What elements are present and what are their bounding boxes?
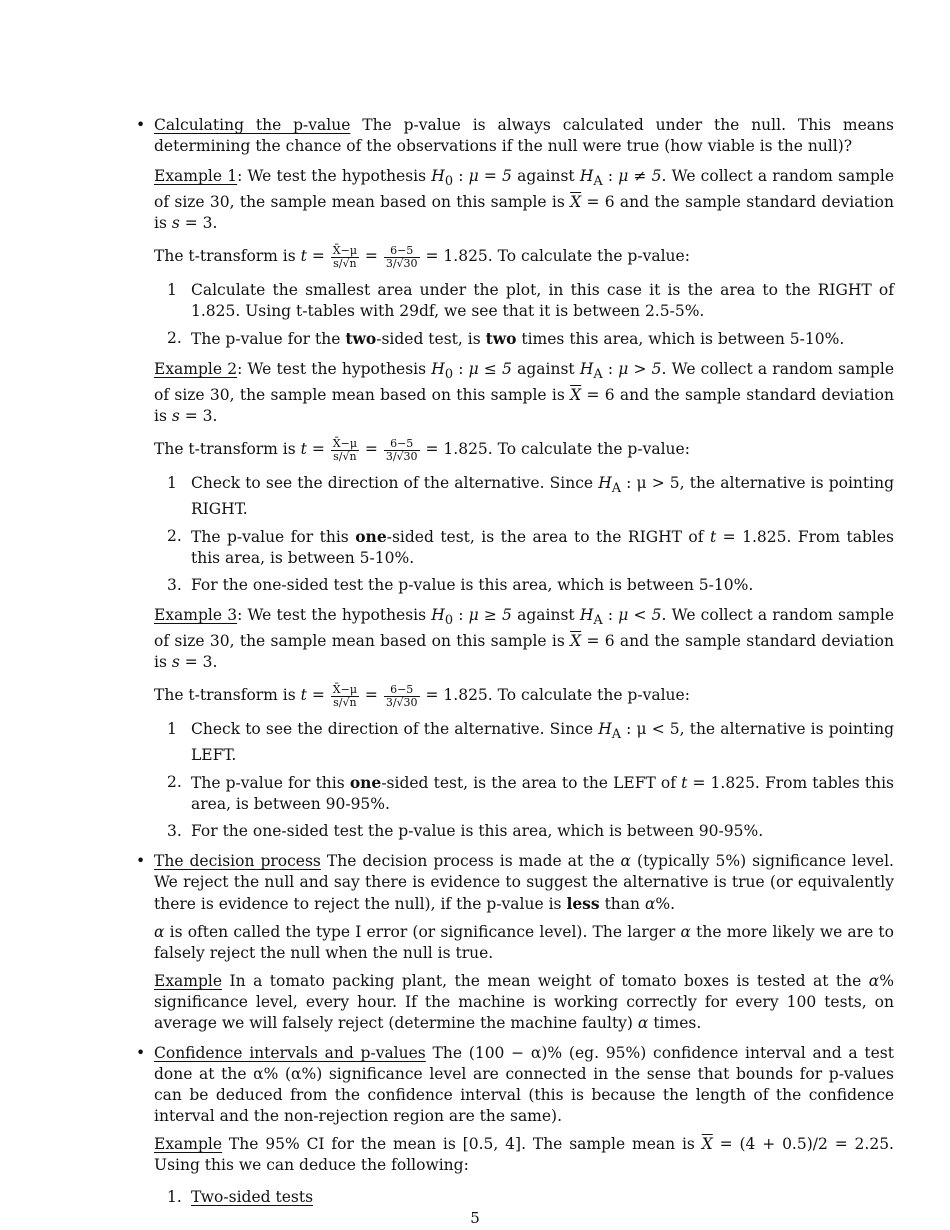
t-transform-line: The t-transform is t = $\frac{X̄-\mu}{s/√n}$ = $\frac{6-5}{3/√30}$ = 1.825. To calculate the p-value: — [154, 243, 690, 270]
paragraph: Confidence intervals and p-values The (100 − α)% (eg. 95%) confidence interval and a test done at the α% (α%) significance level are connected in the sense that bounds for p-values can be deduced from the confidence interval (this is because the length of the confidence interval and the non-rejection region are the same). — [154, 1044, 894, 1126]
paragraph: Example The 95% CI for the mean is [0.5, 4]. The sample mean is $\overline{X} = (4 + 0.5)/2 = 2.25$. Using this we can deduce the following: — [154, 1135, 894, 1175]
bullet-calculating-p-value — [136, 115, 894, 842]
t-transform-line: The t-transform is t = $\frac{X̄-\mu}{s/√n}$ = $\frac{6-5}{3/√30}$ = 1.825. To calculate the p-value: — [154, 436, 690, 463]
section-heading: Confidence intervals and p-values — [154, 1044, 426, 1063]
fraction: $\frac{X̄-\mu}{s/√n}$ — [332, 682, 357, 709]
example-label: Example — [154, 1135, 223, 1154]
example-2 — [154, 359, 894, 596]
paragraph: Example In a tomato packing plant, the mean weight of tomato boxes is tested at the α% significance level, every hour. If the machine is working correctly for every 100 tests, on average we will falsely reject (determine the machine faulty) α times. — [154, 972, 894, 1033]
paragraph: The decision process The decision process is made at the α (typically 5%) significance level. We reject the null and say there is evidence to suggest the alternative is true (or equivalently there is evidence to reject the null), if the p-value is less than α%. — [154, 852, 894, 914]
paragraph: Example 2: We test the hypothesis $H_0$ : μ ≤ 5 against $H_A$ : μ > 5. We collect a random sample of size 30, the sample mean based on this sample is $\overline{X} = 6$ and the sample standard deviation is s = 3. — [154, 360, 894, 426]
page-number: 5 — [470, 1209, 480, 1227]
fraction: $\frac{6-5}{3/√30}$ — [385, 243, 418, 270]
section-heading: Calculating the p-value — [154, 116, 351, 134]
example-label: Example 3 — [154, 606, 238, 625]
bullet-decision-process — [136, 851, 894, 1034]
page-content — [136, 115, 894, 1214]
bullet-dot: • — [136, 852, 146, 871]
fraction: $\frac{X̄-\mu}{s/√n}$ — [332, 436, 357, 463]
example-3 — [154, 605, 894, 842]
list-item: 1 Check to see the direction of the alternative. Since $H_A$ : μ > 5, the alternative is pointing RIGHT. — [167, 474, 894, 519]
example-label: Example 2 — [154, 360, 238, 379]
list-item: 1. Two-sided tests — [167, 1188, 314, 1207]
list-item: 3. For the one-sided test the p-value is this area, which is between 5-10%. — [167, 576, 754, 595]
list-item: 2. The p-value for this one-sided test, is the area to the RIGHT of t = 1.825. From tables this area, is between 5-10%. — [167, 527, 894, 568]
t-transform-line: The t-transform is t = $\frac{X̄-\mu}{s/√n}$ = $\frac{6-5}{3/√30}$ = 1.825. To calculate the p-value: — [154, 682, 690, 709]
list-item: 2. The p-value for the two-sided test, is two times this area, which is between 5-10%. — [167, 329, 845, 349]
paragraph: Example 1: We test the hypothesis $H_0$ : μ = 5 against $H_A$ : μ ≠ 5. We collect a random sample of size 30, the sample mean based on this sample is $\overline{X} = 6$ and the sample standard deviation is s = 3. — [154, 167, 894, 233]
bullet-dot: • — [136, 116, 146, 134]
fraction: $\frac{6-5}{3/√30}$ — [385, 682, 418, 709]
steps-list — [154, 719, 894, 842]
example-label: Example 1 — [154, 167, 238, 185]
list-item: 1 Check to see the direction of the alternative. Since $H_A$ : μ < 5, the alternative is pointing LEFT. — [167, 720, 894, 765]
fraction: $\frac{6-5}{3/√30}$ — [385, 436, 418, 463]
paragraph — [154, 115, 894, 157]
list-item: 3. For the one-sided test the p-value is this area, which is between 90-95%. — [167, 822, 764, 841]
example-label: Example — [154, 972, 223, 991]
list-item: 2. The p-value for this one-sided test, is the area to the LEFT of t = 1.825. From tables this area, is between 90-95%. — [167, 773, 894, 814]
text: The p-value is always calculated under the null. This means determining the chance of the observations if the null were true (how viable is the null)? — [154, 116, 894, 155]
list-item: 1 Calculate the smallest area under the plot, in this case it is the area to the RIGHT of 1.825. Using t-tables with 29df, we see that it is between 2.5-5%. — [167, 281, 894, 321]
steps-list — [154, 280, 894, 350]
bullet-confidence-intervals — [136, 1043, 894, 1208]
section-heading: The decision process — [154, 852, 321, 871]
paragraph: Example 3: We test the hypothesis $H_0$ : μ ≥ 5 against $H_A$ : μ < 5. We collect a random sample of size 30, the sample mean based on this sample is $\overline{X} = 6$ and the sample standard deviation is s = 3. — [154, 606, 894, 672]
example-1 — [154, 166, 894, 350]
steps-list — [154, 1187, 894, 1208]
steps-list — [154, 473, 894, 596]
bullet-dot: • — [136, 1044, 146, 1063]
paragraph: α is often called the type I error (or significance level). The larger α the more likely we are to falsely reject the null when the null is true. — [154, 923, 894, 963]
fraction: $\frac{X̄-\mu}{s/√n}$ — [332, 243, 357, 270]
